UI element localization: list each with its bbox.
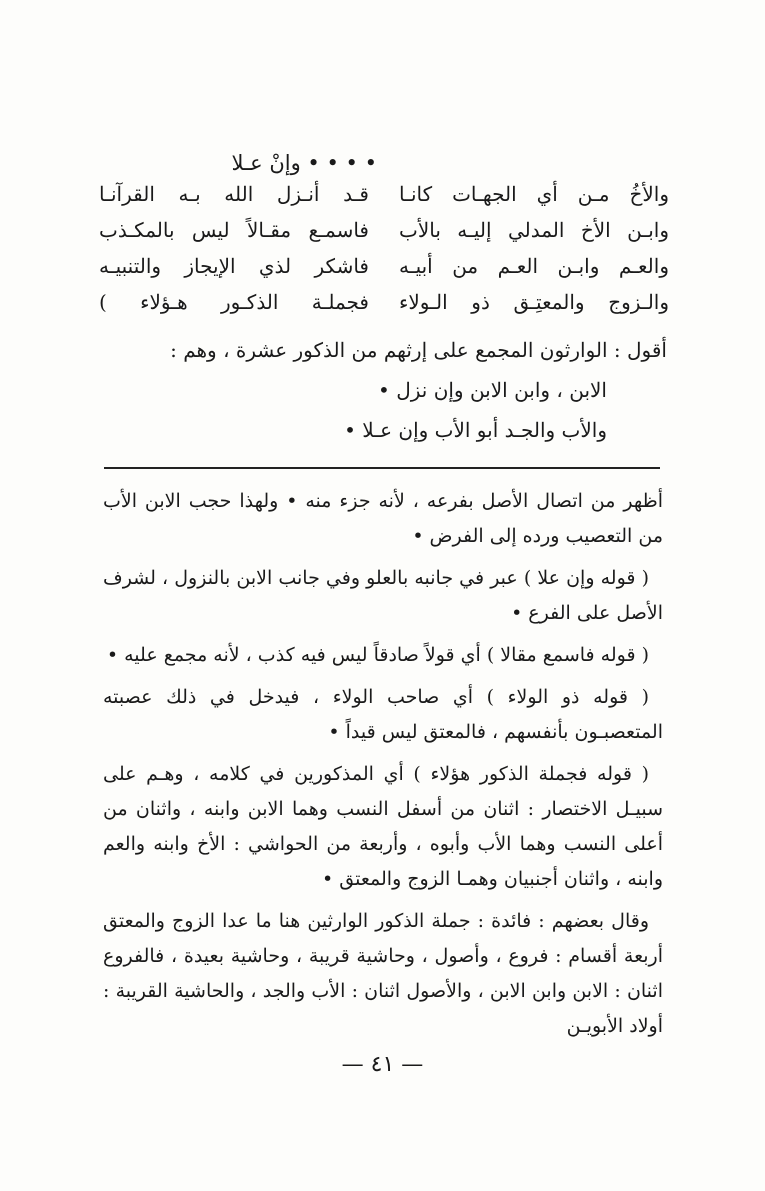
footnote-divider bbox=[104, 467, 660, 469]
verse-first-half: والأخُ مـن أي الجهـات كانـا bbox=[399, 182, 669, 206]
verse-second-half: فجملـة الذكـور هـؤلاء ) bbox=[99, 290, 369, 314]
poem-verse bbox=[99, 212, 669, 248]
footnote-paragraph: ( قوله فجملة الذكور هؤلاء ) أي المذكورين في كلامه ، وهـم على سبيـل الاختصار : اثنان من أسفل النسب وهما الابن وابنه ، واثنان من أعلى النسب وهما الأب وأبوه ، وأربعة من الحواشي : الأخ وابنه والعم وابنه ، واثنان أجنبيان وهمـا الزوج والمعتق • bbox=[103, 763, 663, 890]
poem-opening-line: • • • • وإنْ عـلا bbox=[231, 151, 377, 175]
verse-second-half: فاشكر لذي الإيجاز والتنبيـه bbox=[99, 254, 369, 278]
footnotes bbox=[103, 484, 663, 1051]
poem bbox=[99, 176, 669, 320]
poem-verse bbox=[99, 248, 669, 284]
verse-first-half: وابـن الأخ المدلي إليـه بالأب bbox=[399, 218, 669, 242]
footnote-paragraph: ( قوله فاسمع مقالا ) أي قولاً صادقاً ليس فيه كذب ، لأنه مجمع عليه • bbox=[106, 644, 649, 666]
intro-line: أقول : الوارثون المجمع على إرثهم من الذكور عشرة ، وهم : bbox=[170, 338, 667, 362]
poem-verse bbox=[99, 284, 669, 320]
page-number: — ٤١ — bbox=[341, 1052, 424, 1077]
intro-line: الابن ، وابن الابن وإن نزل • bbox=[378, 378, 607, 402]
commentary-intro bbox=[107, 330, 667, 450]
intro-line: والأب والجـد أبو الأب وإن عـلا • bbox=[344, 418, 607, 442]
footnote-paragraph: أظهر من اتصال الأصل بفرعه ، لأنه جزء منه • ولهذا حجب الابن الأب من التعصيب ورده إلى الفرض • bbox=[103, 490, 663, 547]
verse-first-half: والـزوج والمعتِـق ذو الـولاء bbox=[399, 290, 669, 314]
footnote-paragraph: ( قوله وإن علا ) عبر في جانبه بالعلو وفي جانب الابن بالنزول ، لشرف الأصل على الفرع • bbox=[103, 567, 663, 624]
poem-verse bbox=[99, 176, 669, 212]
footnote-paragraph: ( قوله ذو الولاء ) أي صاحب الولاء ، فيدخل في ذلك عصبته المتعصبـون بأنفسهم ، فالمعتق ليس قيداً • bbox=[103, 686, 663, 743]
footnote-paragraph: وقال بعضهم : فائدة : جملة الذكور الوارثين هنا ما عدا الزوج والمعتق أربعة أقسام : فروع ، وأصول ، وحاشية قريبة ، وحاشية بعيدة ، فالفروع اثنان : الابن وابن الابن ، والأصول اثنان : الأب والجد ، والحاشية القريبة : أولاد الأبويـن bbox=[103, 910, 663, 1037]
verse-second-half: قـد أنـزل الله بـه القرآنـا bbox=[99, 182, 369, 206]
verse-second-half: فاسمـع مقـالاً ليس بالمكـذب bbox=[99, 218, 369, 242]
verse-first-half: والعـم وابـن العـم من أبيـه bbox=[399, 254, 669, 278]
